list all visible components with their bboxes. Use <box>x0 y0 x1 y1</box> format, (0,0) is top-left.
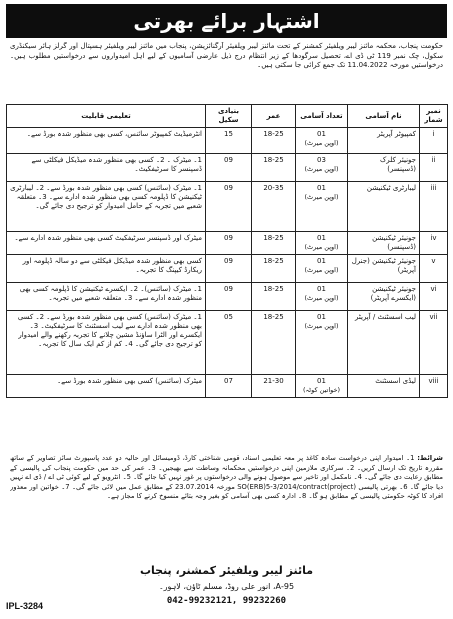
table-row <box>7 128 448 154</box>
phone-numbers: 042-99232121, 99232260 <box>166 596 287 606</box>
count-cell <box>296 128 348 154</box>
scale-cell: 07 <box>206 375 252 398</box>
count-cell <box>296 255 348 283</box>
terms-section <box>10 454 443 560</box>
office-address: 95-A، انور علی روڈ، مسلم ٹاؤن، لاہور۔ <box>158 582 295 591</box>
post-cell: جونیئر ٹیکنیشن (ڈسپنسر) <box>348 232 420 255</box>
age-cell: 21-30 <box>252 375 296 398</box>
post-cell: جونیئر ٹیکنیشن (ایکسرے آپریٹر) <box>348 283 420 311</box>
count-value: 01 <box>317 234 326 242</box>
age-cell: 20-35 <box>252 182 296 232</box>
vacancy-table <box>6 104 448 398</box>
qualification-cell: 1۔ میٹرک ۔ 2۔ کسی بھی منظور شدہ میڈیکل فیکلٹی سے ڈسپنسر کا سرٹیفکیٹ۔ <box>7 154 206 182</box>
post-cell: جونیئر کلرک (ڈسپنسر) <box>348 154 420 182</box>
table-row <box>7 232 448 255</box>
signature-line: مائنز لیبر ویلفیئر کمشنر، پنجاب <box>139 564 314 577</box>
header-scale: بنیادی سکیل <box>206 105 252 128</box>
serial-cell: iii <box>420 182 448 232</box>
scale-cell: 05 <box>206 311 252 375</box>
count-value: 01 <box>317 130 326 138</box>
header-qualification: تعلیمی قابلیت <box>7 105 206 128</box>
serial-cell: vi <box>420 283 448 311</box>
age-cell: 18-25 <box>252 154 296 182</box>
quota-label: (اوپن میرٹ) <box>304 294 339 302</box>
count-cell <box>296 182 348 232</box>
table-row <box>7 154 448 182</box>
serial-cell: iv <box>420 232 448 255</box>
post-cell: لیب اسسٹنٹ / آپریٹر <box>348 311 420 375</box>
quota-label: (اوپن میرٹ) <box>304 266 339 274</box>
age-cell: 18-25 <box>252 232 296 255</box>
scale-cell: 09 <box>206 232 252 255</box>
count-cell <box>296 154 348 182</box>
age-cell: 18-25 <box>252 255 296 283</box>
scale-cell: 09 <box>206 182 252 232</box>
serial-cell: i <box>420 128 448 154</box>
quota-label: (خواتین کوٹہ) <box>302 386 341 394</box>
qualification-cell: 1۔ میٹرک (سائنس) کسی بھی منظور شدہ بورڈ سے۔ 2۔ لیبارٹری ٹیکنیشن کا ڈپلومہ کسی بھی منظور شدہ ادارے سے۔ 3۔ متعلقہ شعبے میں تجربہ کے حامل امیدوار کو ترجیح دی جائے گی۔ <box>7 182 206 232</box>
terms-body: 1۔ امیدوار اپنی درخواست سادہ کاغذ پر معہ تعلیمی اسناد، قومی شناختی کارڈ، ڈومیسائل اور حالیہ دو عدد پاسپورٹ سائز تصاویر کے ساتھ مقررہ تاریخ تک ارسال کریں۔ 2۔ سرکاری ملازمین اپنی درخواستیں محکمانہ وساطت سے بھیجیں۔ 3۔ عمر کی حد میں حکومت پنجاب کی پالیسی کے مطابق رعایت دی جائے گی۔ 4۔ نامکمل اور تاخیر سے موصول ہونے والی درخواستوں پر غور نہیں کیا جائے گا۔ 5۔ انٹرویو کے لیے کوئی ٹی اے / ڈی اے نہیں دیا جائے گا۔ 6۔ بھرتی پالیسی SO(ERB)5-3/2014/contract(project) مورخہ 23.07.2014 کے مطابق عمل میں لائی جائے گی۔ 7۔ خواتین اور معذور افراد کا کوٹہ حکومتی پالیسی کے مطابق ہو گا۔ 8۔ ادارہ کسی بھی آسامی کو بغیر وجہ بتائے منسوخ کرنے کا مجاز ہے۔ <box>10 454 443 501</box>
post-cell: لیبارٹری ٹیکنیشن <box>348 182 420 232</box>
quota-label: (اوپن میرٹ) <box>304 139 339 147</box>
count-value: 01 <box>317 285 326 293</box>
count-value: 01 <box>317 377 326 385</box>
ad-title: اشتہار برائے بھرتی <box>133 9 320 33</box>
qualification-cell: 1۔ میٹرک (سائنس)۔ 2۔ ایکسرے ٹیکنیشن کا ڈپلومہ کسی بھی منظور شدہ ادارے سے۔ 3۔ متعلقہ شعبے میں تجربہ۔ <box>7 283 206 311</box>
terms-heading: شرائط: <box>417 454 443 462</box>
table-row <box>7 375 448 398</box>
post-cell: جونیئر ٹیکنیشن (جنرل آپریٹر) <box>348 255 420 283</box>
qualification-cell: میٹرک (سائنس) کسی بھی منظور شدہ بورڈ سے۔ <box>7 375 206 398</box>
scale-cell: 09 <box>206 283 252 311</box>
header-count: تعداد آسامی <box>296 105 348 128</box>
quota-label: (اوپن میرٹ) <box>304 165 339 173</box>
serial-cell: vii <box>420 311 448 375</box>
ipl-code: IPL-3284 <box>6 601 44 611</box>
qualification-cell: کسی بھی منظور شدہ میڈیکل فیکلٹی سے دو سالہ ڈپلومہ اور ریکارڈ کیپنگ کا تجربہ۔ <box>7 255 206 283</box>
age-cell: 18-25 <box>252 283 296 311</box>
count-cell <box>296 375 348 398</box>
header-serial: نمبر شمار <box>420 105 448 128</box>
header-post: نام آسامی <box>348 105 420 128</box>
table-row <box>7 311 448 375</box>
count-value: 03 <box>317 156 326 164</box>
serial-cell: viii <box>420 375 448 398</box>
post-cell: لیڈی اسسٹنٹ <box>348 375 420 398</box>
quota-label: (اوپن میرٹ) <box>304 193 339 201</box>
scale-cell: 09 <box>206 154 252 182</box>
table-row <box>7 182 448 232</box>
quota-label: (اوپن میرٹ) <box>304 322 339 330</box>
table-row <box>7 283 448 311</box>
title-banner <box>6 4 447 38</box>
table-row <box>7 255 448 283</box>
advertisement-page <box>6 4 447 615</box>
age-cell: 18-25 <box>252 128 296 154</box>
count-value: 01 <box>317 184 326 192</box>
count-value: 01 <box>317 257 326 265</box>
scale-cell: 15 <box>206 128 252 154</box>
serial-cell: v <box>420 255 448 283</box>
quota-label: (اوپن میرٹ) <box>304 243 339 251</box>
intro-paragraph: حکومت پنجاب، محکمہ مائنز لیبر ویلفیئر کمشنر کے تحت مائنز لیبر ویلفیئر آرگنائزیشن، پنجاب میں مائنز لیبر ویلفیئر ہسپتال اور گرلز ہائر سیکنڈری سکول، چک نمبر 119 ٹی ڈی اے، تحصیل سرگودھا کے زیر انتظام درج ذیل عارضی آسامیوں کے لیے اہل امیدواروں سے درخواستیں مطلوب ہیں۔ درخواستیں مورخہ 11.04.2022 تک جمع کرائی جا سکتی ہیں۔ <box>10 42 443 70</box>
qualification-cell: 1۔ میٹرک (سائنس) کسی بھی منظور شدہ بورڈ سے۔ 2۔ کسی بھی منظور شدہ ادارے سے لیب اسسٹنٹ کا سرٹیفکیٹ۔ 3۔ ایکسرے اور الٹرا ساؤنڈ مشین چلانے کا تجربہ رکھنے والے امیدوار کو ترجیح دی جائے گی۔ 4۔ کم از کم ایک سال کا تجربہ۔ <box>7 311 206 375</box>
table-header-row <box>7 105 448 128</box>
qualification-cell: میٹرک اور ڈسپنسر سرٹیفکیٹ کسی بھی منظور شدہ ادارے سے۔ <box>7 232 206 255</box>
count-cell <box>296 283 348 311</box>
serial-cell: ii <box>420 154 448 182</box>
age-cell: 18-25 <box>252 311 296 375</box>
post-cell: کمپیوٹر آپریٹر <box>348 128 420 154</box>
count-value: 01 <box>317 313 326 321</box>
scale-cell: 09 <box>206 255 252 283</box>
count-cell <box>296 311 348 375</box>
qualification-cell: انٹرمیڈیٹ کمپیوٹر سائنس، کسی بھی منظور شدہ بورڈ سے۔ <box>7 128 206 154</box>
header-age: عمر <box>252 105 296 128</box>
count-cell <box>296 232 348 255</box>
